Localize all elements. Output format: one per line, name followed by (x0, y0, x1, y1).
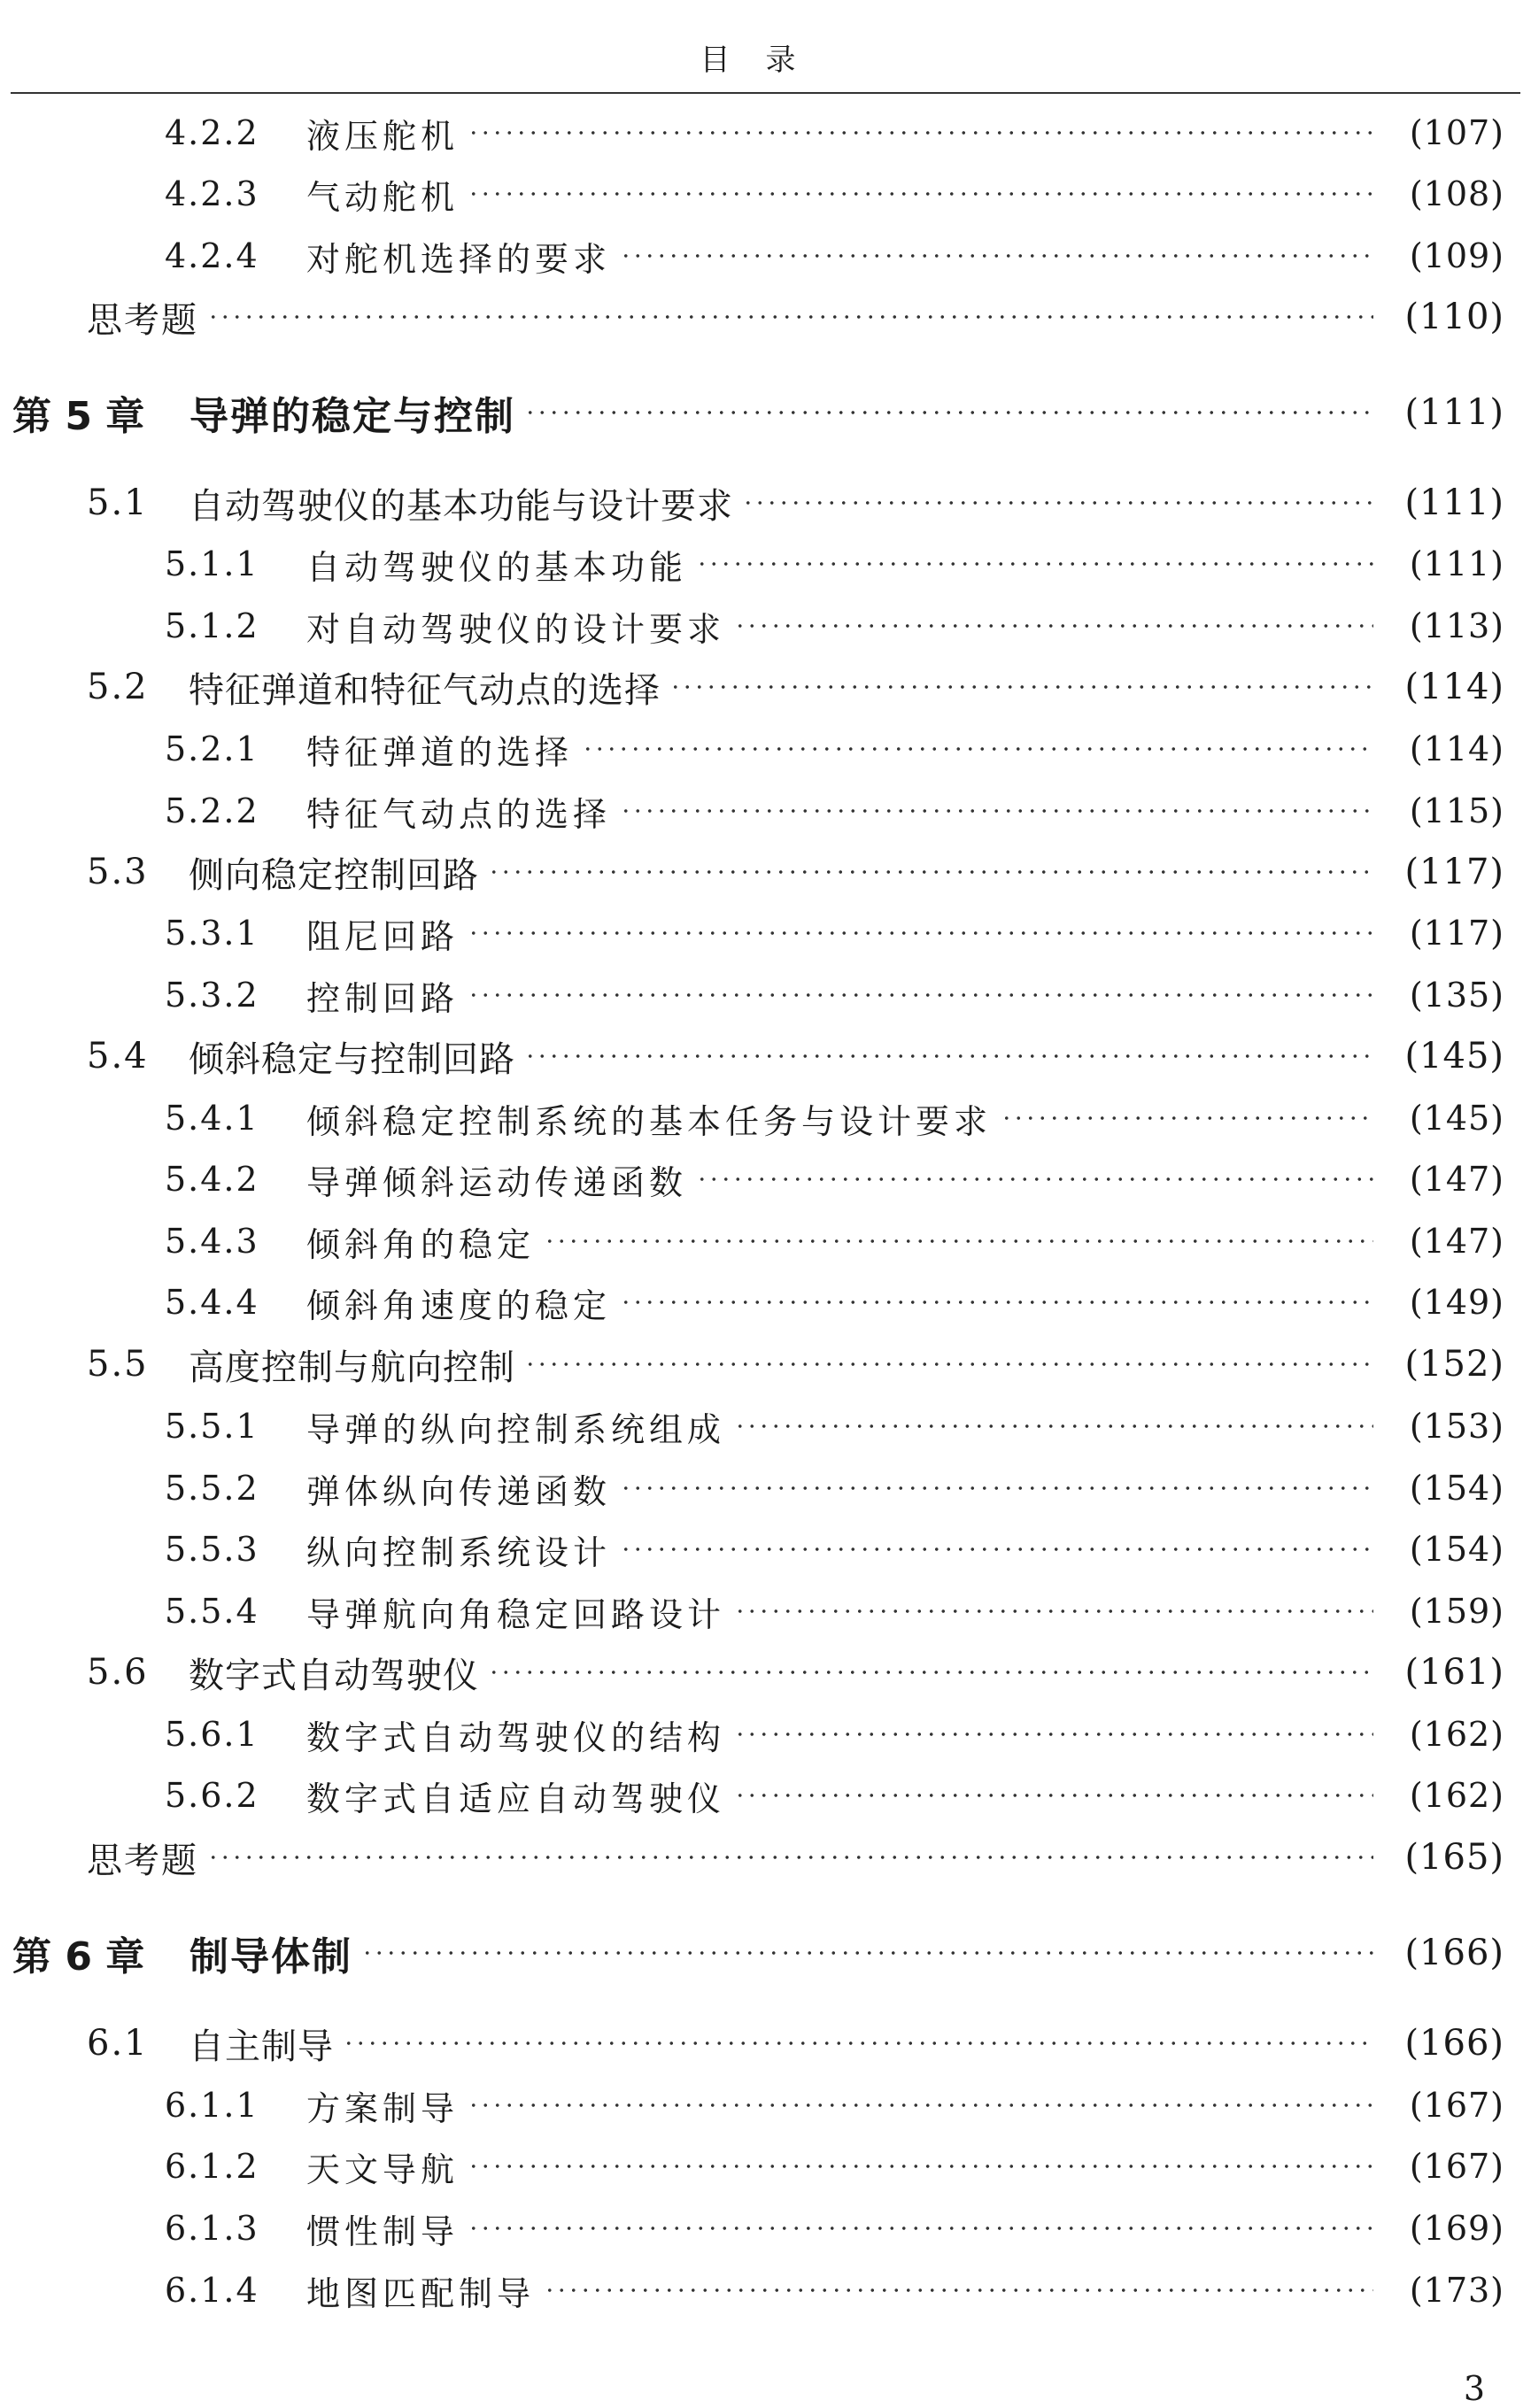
dot-leader (488, 870, 1373, 874)
toc-entry-title: 倾斜角的稳定 (306, 1224, 536, 1264)
dot-leader (361, 1951, 1373, 1955)
toc-entry-page: (173) (1409, 2271, 1504, 2310)
toc-entry-page: (109) (1409, 236, 1504, 275)
toc-entry-number: 5.5.3 (165, 1530, 259, 1569)
toc-entry-page: (107) (1409, 113, 1504, 152)
toc-exercise-entry[interactable] (87, 1831, 1504, 1884)
toc-entry-page: (169) (1409, 2209, 1504, 2248)
toc-entry-number: 5.6.2 (165, 1776, 259, 1815)
dot-leader (620, 1486, 1373, 1490)
toc-entry-title: 倾斜角速度的稳定 (306, 1285, 612, 1325)
dot-leader (734, 1794, 1373, 1797)
dot-leader (734, 1609, 1373, 1613)
toc-entry-page: (165) (1404, 1837, 1504, 1878)
toc-entry-title: 数字式自动驾驶仪的结构 (306, 1717, 726, 1757)
toc-entry-number: 5.1 (87, 482, 149, 523)
toc-entry-number: 第 6 章 (12, 1934, 145, 1980)
toc-entry-title: 思考题 (87, 299, 198, 341)
toc-entry-page: (166) (1404, 2023, 1504, 2064)
dot-leader (582, 747, 1373, 751)
toc-entry[interactable] (165, 784, 1504, 837)
toc-entry-page: (161) (1404, 1652, 1504, 1693)
dot-leader (524, 1054, 1373, 1058)
toc-entry-number: 5.4.4 (165, 1283, 259, 1322)
toc-entry-page: (162) (1409, 1715, 1504, 1754)
toc-entry-page: (115) (1409, 791, 1504, 830)
toc-entry[interactable] (165, 2140, 1504, 2193)
toc-entry[interactable] (165, 167, 1504, 220)
dot-leader (620, 1547, 1373, 1551)
toc-entry[interactable] (165, 1400, 1504, 1453)
toc-entry-page: (147) (1409, 1222, 1504, 1261)
dot-leader (620, 254, 1373, 258)
toc-entry-number: 5.5.4 (165, 1592, 259, 1631)
toc-entry-number: 第 5 章 (12, 394, 145, 439)
dot-leader (742, 501, 1373, 505)
toc-entry-number: 5.1.1 (165, 544, 259, 583)
toc-entry[interactable] (165, 1153, 1504, 1206)
toc-entry-page: (154) (1409, 1530, 1504, 1569)
toc-entry-number: 4.2.3 (165, 174, 259, 213)
toc-entry-page: (111) (1409, 544, 1504, 583)
dot-leader (524, 1362, 1373, 1366)
toc-entry-page: (167) (1409, 2086, 1504, 2125)
toc-entry-title: 自动驾驶仪的基本功能 (306, 547, 688, 587)
toc-entry-number: 5.6.1 (165, 1715, 259, 1754)
toc-entry[interactable] (165, 969, 1504, 1022)
dot-leader (669, 685, 1373, 689)
toc-entry-number: 5.4.1 (165, 1099, 259, 1138)
toc-entry-title: 数字式自动驾驶仪 (189, 1655, 479, 1696)
toc-entry[interactable] (165, 907, 1504, 960)
toc-entry-number: 6.1.3 (165, 2209, 259, 2248)
dot-leader (620, 809, 1373, 813)
toc-entry[interactable] (165, 1462, 1504, 1515)
toc-entry-title: 倾斜稳定与控制回路 (189, 1038, 515, 1080)
toc-entry-title: 自动驾驶仪的基本功能与设计要求 (189, 485, 733, 527)
toc-entry-page: (117) (1409, 914, 1504, 953)
toc-entry[interactable] (87, 1646, 1504, 1699)
toc-entry[interactable] (165, 2202, 1504, 2255)
toc-entry-title: 天文导航 (306, 2149, 460, 2189)
toc-entry-title: 导弹的纵向控制系统组成 (306, 1409, 726, 1449)
toc-entry-title: 阻尼回路 (306, 916, 460, 956)
dot-leader (1001, 1116, 1373, 1120)
dot-leader (207, 1856, 1373, 1859)
toc-exercise-entry[interactable] (87, 290, 1504, 343)
page-number: 3 (1463, 2369, 1485, 2408)
toc-entry-page: (117) (1404, 852, 1504, 892)
toc-entry-title: 侧向稳定控制回路 (189, 854, 479, 896)
toc-chapter-entry[interactable] (12, 1926, 1504, 1980)
toc-entry-number: 5.3.2 (165, 976, 259, 1015)
toc-entry-number: 5.4 (87, 1036, 149, 1077)
toc-entry-title: 导弹航向角稳定回路设计 (306, 1594, 726, 1634)
page-header-title: 目录 (700, 42, 831, 78)
toc-entry-title: 控制回路 (306, 978, 460, 1018)
toc-entry-page: (167) (1409, 2147, 1504, 2186)
dot-leader (734, 1424, 1373, 1428)
toc-entry-number: 5.2.2 (165, 791, 259, 830)
toc-entry-title: 制导体制 (189, 1934, 352, 1980)
toc-entry-title: 气动舵机 (306, 177, 460, 217)
toc-entry-page: (153) (1409, 1407, 1504, 1446)
toc-entry[interactable] (165, 722, 1504, 776)
toc-entry-title: 数字式自适应自动驾驶仪 (306, 1779, 726, 1818)
toc-entry-title: 特征弹道的选择 (306, 732, 574, 772)
toc-entry[interactable] (87, 2017, 1504, 2070)
toc-entry-page: (135) (1409, 976, 1504, 1015)
toc-entry-title: 对舵机选择的要求 (306, 239, 612, 279)
toc-entry-title: 导弹的稳定与控制 (189, 394, 515, 439)
toc-entry-title: 方案制导 (306, 2088, 460, 2128)
dot-leader (488, 1671, 1373, 1674)
toc-entry-number: 5.1.2 (165, 606, 259, 645)
toc-entry[interactable] (165, 1708, 1504, 1761)
toc-entry-title: 思考题 (87, 1840, 198, 1881)
dot-leader (468, 931, 1373, 935)
toc-entry-page: (147) (1409, 1160, 1504, 1199)
dot-leader (343, 2041, 1373, 2045)
toc-entry-number: 5.2 (87, 667, 149, 707)
toc-entry-title: 对自动驾驶仪的设计要求 (306, 609, 726, 649)
header-rule (11, 92, 1520, 94)
toc-entry-number: 5.4.3 (165, 1222, 259, 1261)
dot-leader (468, 192, 1373, 196)
dot-leader (207, 315, 1373, 319)
toc-entry-number: 5.3.1 (165, 914, 259, 953)
toc-entry[interactable] (87, 845, 1504, 899)
toc-entry-number: 6.1 (87, 2023, 149, 2064)
toc-entry-title: 倾斜稳定控制系统的基本任务与设计要求 (306, 1101, 993, 1141)
toc-entry-page: (111) (1404, 482, 1504, 523)
toc-entry-page: (114) (1409, 729, 1504, 768)
toc-entry[interactable] (165, 599, 1504, 652)
toc-entry[interactable] (165, 229, 1504, 282)
toc-entry-page: (145) (1409, 1099, 1504, 1138)
toc-entry[interactable] (165, 1276, 1504, 1329)
toc-entry-number: 5.4.2 (165, 1160, 259, 1199)
dot-leader (544, 1239, 1373, 1243)
toc-entry[interactable] (165, 2079, 1504, 2132)
toc-entry[interactable] (87, 1030, 1504, 1083)
toc-entry-number: 5.2.1 (165, 729, 259, 768)
toc-entry-title: 导弹倾斜运动传递函数 (306, 1162, 688, 1202)
toc-entry-title: 纵向控制系统设计 (306, 1532, 612, 1572)
toc-entry-number: 4.2.4 (165, 236, 259, 275)
toc-entry-number: 5.5 (87, 1344, 149, 1385)
dot-leader (620, 1300, 1373, 1304)
toc-entry-page: (145) (1404, 1036, 1504, 1077)
toc-entry-title: 自主制导 (189, 2026, 334, 2067)
toc-entry[interactable] (165, 106, 1504, 159)
toc-entry[interactable] (165, 2264, 1504, 2317)
toc-entry[interactable] (87, 660, 1504, 714)
toc-entry[interactable] (165, 537, 1504, 590)
toc-entry-page: (113) (1409, 606, 1504, 645)
toc-entry-page: (162) (1409, 1776, 1504, 1815)
dot-leader (468, 2103, 1373, 2107)
toc-entry-number: 5.3 (87, 852, 149, 892)
toc-entry-title: 特征弹道和特征气动点的选择 (189, 669, 661, 711)
toc-entry-title: 惯性制导 (306, 2211, 460, 2251)
toc-entry-number: 5.6 (87, 1652, 149, 1693)
toc-entry-number: 6.1.4 (165, 2271, 259, 2310)
toc-entry[interactable] (165, 1585, 1504, 1638)
toc-entry-title: 地图匹配制导 (306, 2273, 536, 2313)
dot-leader (696, 562, 1373, 566)
toc-entry-title: 液压舵机 (306, 116, 460, 156)
toc-entry[interactable] (87, 476, 1504, 529)
dot-leader (524, 411, 1373, 414)
dot-leader (734, 1733, 1373, 1736)
toc-entry-title: 特征气动点的选择 (306, 794, 612, 834)
toc-entry-number: 5.5.1 (165, 1407, 259, 1446)
toc-entry-page: (111) (1404, 392, 1504, 433)
toc-entry-number: 6.1.1 (165, 2086, 259, 2125)
toc-entry-title: 高度控制与航向控制 (189, 1347, 515, 1388)
toc-entry-number: 5.5.2 (165, 1469, 259, 1508)
toc-entry-number: 6.1.2 (165, 2147, 259, 2186)
toc-entry-number: 4.2.2 (165, 113, 259, 152)
toc-entry-page: (154) (1409, 1469, 1504, 1508)
dot-leader (544, 2288, 1373, 2292)
dot-leader (696, 1177, 1373, 1181)
dot-leader (468, 993, 1373, 997)
toc-entry-page: (166) (1404, 1933, 1504, 1973)
toc-entry-page: (110) (1404, 297, 1504, 337)
toc-entry[interactable] (165, 1215, 1504, 1268)
toc-entry-page: (149) (1409, 1283, 1504, 1322)
toc-entry[interactable] (87, 1338, 1504, 1391)
toc-chapter-entry[interactable] (12, 386, 1504, 439)
toc-entry[interactable] (165, 1523, 1504, 1576)
dot-leader (468, 2165, 1373, 2168)
toc-entry-page: (159) (1409, 1592, 1504, 1631)
toc-entry-page: (108) (1409, 174, 1504, 213)
toc-entry[interactable] (165, 1769, 1504, 1822)
toc-entry-page: (152) (1404, 1344, 1504, 1385)
dot-leader (468, 131, 1373, 135)
dot-leader (734, 624, 1373, 628)
toc-entry-title: 弹体纵向传递函数 (306, 1471, 612, 1511)
dot-leader (468, 2227, 1373, 2230)
toc-entry-page: (114) (1404, 667, 1504, 707)
toc-entry[interactable] (165, 1092, 1504, 1145)
